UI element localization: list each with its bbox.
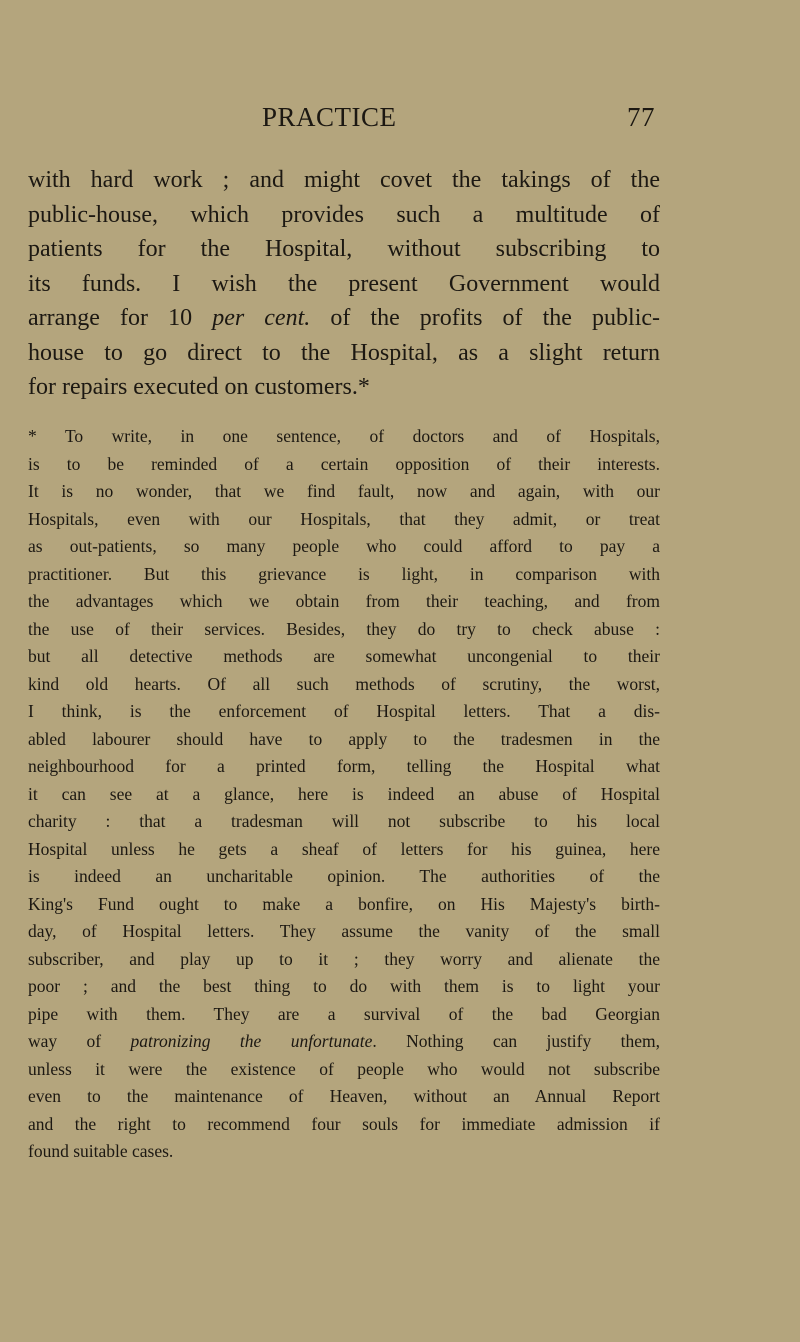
- text-line: unless it were the existence of people who would not subscribe: [28, 1058, 660, 1079]
- text-line: with hard work ; and might covet the takings of the: [28, 167, 660, 193]
- text-line: even to the maintenance of Heaven, without an Annual Report: [28, 1086, 660, 1106]
- text-segment: Nothing can justify them,: [376, 1031, 660, 1051]
- text-line: charity : that a tradesman will not subscribe to his local: [28, 811, 660, 831]
- text-line: * To write, in one sentence, of doctors and of Hospitals,: [28, 426, 660, 446]
- text-line: abled labourer should have to apply to the tradesmen in the: [28, 728, 660, 749]
- text-line: subscriber, and play up to it ; they worry and alienate the: [28, 948, 660, 969]
- text-line: the advantages which we obtain from their teaching, and from: [28, 591, 660, 611]
- text-line: it can see at a glance, here is indeed an abuse of Hospital: [28, 783, 660, 804]
- text-line: found suitable cases.: [28, 1141, 174, 1161]
- page-number: 77: [627, 102, 655, 132]
- text-line: day, of Hospital letters. They assume the vanity of the small: [28, 921, 660, 941]
- italic-text: per cent.: [212, 305, 311, 331]
- running-header-title: PRACTICE: [262, 102, 397, 132]
- text-segment: way of: [28, 1031, 131, 1051]
- text-line: pipe with them. They are a survival of the bad Georgian: [28, 1003, 660, 1024]
- main-text: [28, 163, 660, 405]
- text-line: Hospital unless he gets a sheaf of letters for his guinea, here: [28, 838, 660, 859]
- text-line: neighbourhood for a printed form, telling the Hospital what: [28, 756, 660, 776]
- text-line: and the right to recommend four souls for immediate admission if: [28, 1113, 660, 1134]
- text-line: [28, 301, 660, 336]
- text-line: the use of their services. Besides, they do try to check abuse :: [28, 618, 660, 639]
- text-line: for repairs executed on customers.*: [28, 374, 370, 400]
- text-line: is indeed an uncharitable opinion. The authorities of the: [28, 866, 660, 886]
- text-segment: of the profits of the public-: [310, 305, 661, 331]
- text-line: but all detective methods are somewhat uncongenial to their: [28, 646, 660, 666]
- italic-text: patronizing the unfortunate: [130, 1031, 373, 1051]
- text-line: its funds. I wish the present Government would: [28, 270, 660, 297]
- text-line: King's Fund ought to make a bonfire, on His Majesty's birth-: [28, 893, 660, 914]
- text-line: patients for the Hospital, without subscribing to: [28, 236, 660, 262]
- text-line: public-house, which provides such a multitude of: [28, 201, 660, 228]
- text-line: Hospitals, even with our Hospitals, that they admit, or treat: [28, 508, 660, 529]
- text-line: as out-patients, so many people who could afford to pay a: [28, 536, 660, 556]
- footnote: [28, 423, 660, 1166]
- text-line: poor ; and the best thing to do with them is to light your: [28, 976, 660, 996]
- text-line: I think, is the enforcement of Hospital letters. That a dis-: [28, 701, 660, 721]
- text-line: practitioner. But this grievance is light, in comparison with: [28, 563, 660, 584]
- text-segment: arrange for 10: [28, 305, 213, 331]
- text-line: house to go direct to the Hospital, as a slight return: [28, 339, 660, 366]
- text-line: is to be reminded of a certain opposition of their interests.: [28, 453, 660, 474]
- text-line: kind old hearts. Of all such methods of scrutiny, the worst,: [28, 673, 660, 694]
- text-line: It is no wonder, that we find fault, now and again, with our: [28, 481, 660, 501]
- text-line: [28, 1028, 660, 1056]
- text-segment: .: [372, 1031, 377, 1051]
